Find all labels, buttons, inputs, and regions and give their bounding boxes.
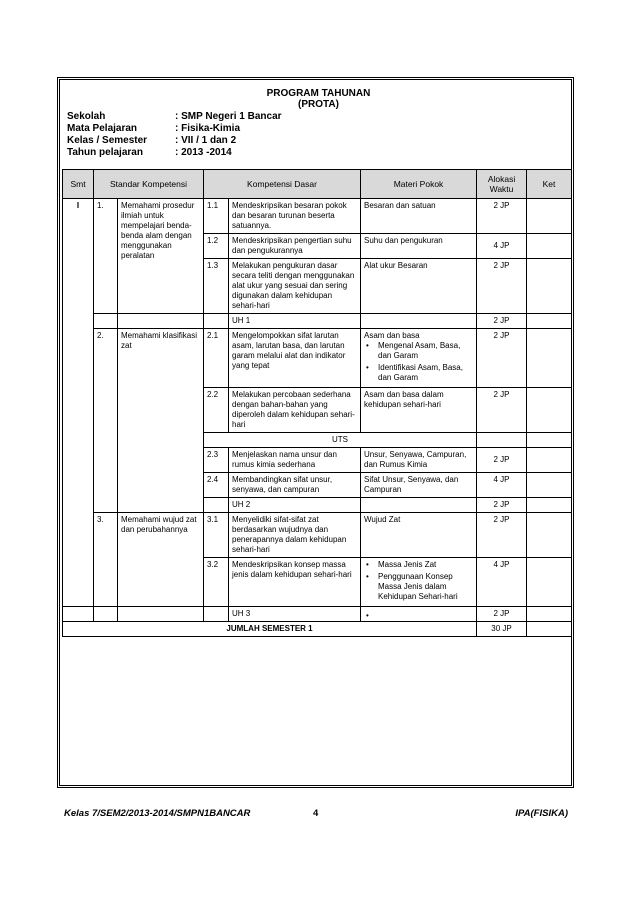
ket-cell bbox=[527, 388, 572, 433]
meta-value: : 2013 -2014 bbox=[175, 147, 232, 158]
meta-label: Mata Pelajaran bbox=[67, 123, 138, 134]
materi-title: Asam dan basa bbox=[364, 331, 420, 340]
kd-text: Mendeskripsikan pengertian suhu dan pengukurannya bbox=[229, 234, 361, 259]
semester-cell: I bbox=[63, 199, 94, 607]
kd-number: 2.4 bbox=[204, 473, 229, 498]
list-item: • Massa Jenis Zat bbox=[374, 560, 473, 570]
meta-label: Sekolah bbox=[67, 111, 106, 122]
total-row bbox=[63, 622, 572, 637]
alokasi-waktu: 4 JP bbox=[477, 558, 527, 607]
materi-list bbox=[364, 560, 473, 602]
empty-cell bbox=[94, 607, 118, 622]
kd-number: 1.1 bbox=[204, 199, 229, 234]
list-item: • Penggunaan Konsep Massa Jenis dalam Kehidupan Sehari-hari bbox=[374, 572, 473, 602]
ket-cell bbox=[527, 448, 572, 473]
meta-class bbox=[67, 135, 236, 147]
materi-pokok bbox=[361, 558, 477, 607]
uh-label: UH 3 bbox=[229, 607, 361, 622]
total-label: JUMLAH SEMESTER 1 bbox=[63, 622, 477, 637]
empty-cell bbox=[118, 607, 204, 622]
uh-label: UH 1 bbox=[229, 314, 361, 329]
ket-cell bbox=[527, 558, 572, 607]
alokasi-waktu: 4 JP bbox=[477, 234, 527, 259]
ket-cell bbox=[527, 433, 572, 448]
table-row bbox=[63, 329, 572, 388]
ket-cell bbox=[527, 234, 572, 259]
alokasi-waktu: 4 JP bbox=[477, 473, 527, 498]
kd-text: Melakukan percobaan sederhana dengan bahan-bahan yang diperoleh dalam kehidupan sehari-hari bbox=[229, 388, 361, 433]
ket-cell bbox=[527, 513, 572, 558]
ket-cell bbox=[527, 498, 572, 513]
alokasi-waktu: 2 JP bbox=[477, 448, 527, 473]
kd-text: Membandingkan sifat unsur, senyawa, dan campuran bbox=[229, 473, 361, 498]
list-item: • Identifikasi Asam, Basa, dan Garam bbox=[374, 363, 473, 383]
alokasi-waktu: 2 JP bbox=[477, 199, 527, 234]
empty-cell bbox=[204, 607, 229, 622]
col-ket: Ket bbox=[527, 170, 572, 199]
sk-text: Memahami wujud zat dan perubahannya bbox=[118, 513, 204, 607]
kd-number: 2.2 bbox=[204, 388, 229, 433]
col-standar-kompetensi: Standar Kompetensi bbox=[94, 170, 204, 199]
footer-right: IPA(FISIKA) bbox=[515, 808, 568, 819]
kd-number: 2.1 bbox=[204, 329, 229, 388]
kd-number: 1.3 bbox=[204, 259, 229, 314]
alokasi-waktu: 2 JP bbox=[477, 388, 527, 433]
meta-year bbox=[67, 147, 232, 159]
meta-value: : Fisika-Kimia bbox=[175, 123, 241, 134]
alokasi-waktu: 2 JP bbox=[477, 607, 527, 622]
ket-cell bbox=[527, 314, 572, 329]
ket-cell bbox=[527, 329, 572, 388]
kd-number: 1.2 bbox=[204, 234, 229, 259]
kd-text: Melakukan pengukuran dasar secara teliti dengan menggunakan alat ukur yang sesuai dan sering digunakan dalam kehidupan sehari-hari bbox=[229, 259, 361, 314]
materi-pokok bbox=[361, 607, 477, 622]
col-kompetensi-dasar: Kompetensi Dasar bbox=[204, 170, 361, 199]
alokasi-waktu: 2 JP bbox=[477, 513, 527, 558]
uh-label: UH 2 bbox=[229, 498, 361, 513]
alokasi-waktu: 2 JP bbox=[477, 329, 527, 388]
ket-cell bbox=[527, 622, 572, 637]
empty-cell bbox=[118, 314, 204, 329]
empty-cell bbox=[361, 498, 477, 513]
meta-school bbox=[67, 111, 282, 123]
materi-pokok: Unsur, Senyawa, Campuran, dan Rumus Kimia bbox=[361, 448, 477, 473]
materi-pokok: Alat ukur Besaran bbox=[361, 259, 477, 314]
materi-pokok: Asam dan basa dalam kehidupan sehari-hari bbox=[361, 388, 477, 433]
sk-number: 2. bbox=[94, 329, 118, 513]
col-smt: Smt bbox=[63, 170, 94, 199]
meta-subject bbox=[67, 123, 240, 135]
materi-pokok: Suhu dan pengukuran bbox=[361, 234, 477, 259]
kd-number: 3.1 bbox=[204, 513, 229, 558]
meta-label: Tahun pelajaran bbox=[67, 147, 143, 158]
alokasi-waktu: 2 JP bbox=[477, 314, 527, 329]
prota-table bbox=[62, 169, 572, 637]
meta-value: : VII / 1 dan 2 bbox=[175, 135, 237, 146]
sk-number: 1. bbox=[94, 199, 118, 314]
sk-text: Memahami klasifikasi zat bbox=[118, 329, 204, 513]
empty-cell bbox=[477, 433, 527, 448]
empty-cell bbox=[204, 314, 229, 329]
document-subtitle: (PROTA) bbox=[298, 99, 339, 110]
meta-value: : SMP Negeri 1 Bancar bbox=[175, 111, 282, 122]
empty-cell bbox=[361, 314, 477, 329]
materi-pokok bbox=[361, 329, 477, 388]
total-value: 30 JP bbox=[477, 622, 527, 637]
alokasi-waktu: 2 JP bbox=[477, 259, 527, 314]
alokasi-waktu: 2 JP bbox=[477, 498, 527, 513]
sk-number: 3. bbox=[94, 513, 118, 607]
kd-text: Mengelompokkan sifat larutan asam, larutan basa, dan larutan garam melalui alat dan indikator yang tepat bbox=[229, 329, 361, 388]
kd-text: Menyelidiki sifat-sifat zat berdasarkan wujudnya dan penerapannya dalam kehidupan sehari-hari bbox=[229, 513, 361, 558]
uts-label: UTS bbox=[204, 433, 477, 448]
materi-pokok: Besaran dan satuan bbox=[361, 199, 477, 234]
table-row bbox=[63, 314, 572, 329]
table-row bbox=[63, 607, 572, 622]
col-alokasi-waktu: Alokasi Waktu bbox=[477, 170, 527, 199]
ket-cell bbox=[527, 259, 572, 314]
sk-text: Memahami prosedur ilmiah untuk mempelajari benda-benda alam dengan menggunakan peralatan bbox=[118, 199, 204, 314]
materi-pokok: Sifat Unsur, Senyawa, dan Campuran bbox=[361, 473, 477, 498]
ket-cell bbox=[527, 199, 572, 234]
document-title: PROGRAM TAHUNAN bbox=[266, 88, 371, 99]
page-number: 4 bbox=[313, 808, 319, 819]
table-header-row bbox=[63, 170, 572, 199]
kd-number: 2.3 bbox=[204, 448, 229, 473]
empty-cell bbox=[94, 314, 118, 329]
kd-text: Mendeskripsikan besaran pokok dan besaran turunan beserta satuannya. bbox=[229, 199, 361, 234]
materi-list bbox=[364, 341, 473, 383]
kd-text: Menjelaskan nama unsur dan rumus kimia sederhana bbox=[229, 448, 361, 473]
table-row bbox=[63, 199, 572, 234]
col-materi-pokok: Materi Pokok bbox=[361, 170, 477, 199]
empty-cell bbox=[204, 498, 229, 513]
table-row bbox=[63, 513, 572, 558]
footer-left: Kelas 7/SEM2/2013-2014/SMPN1BANCAR bbox=[64, 808, 251, 819]
meta-label: Kelas / Semester bbox=[67, 135, 148, 146]
ket-cell bbox=[527, 607, 572, 622]
empty-cell bbox=[63, 607, 94, 622]
kd-number: 3.2 bbox=[204, 558, 229, 607]
kd-text: Mendeskripsikan konsep massa jenis dalam kehidupan sehari-hari bbox=[229, 558, 361, 607]
list-item: • Mengenal Asam, Basa, dan Garam bbox=[374, 341, 473, 361]
materi-pokok: Wujud Zat bbox=[361, 513, 477, 558]
ket-cell bbox=[527, 473, 572, 498]
